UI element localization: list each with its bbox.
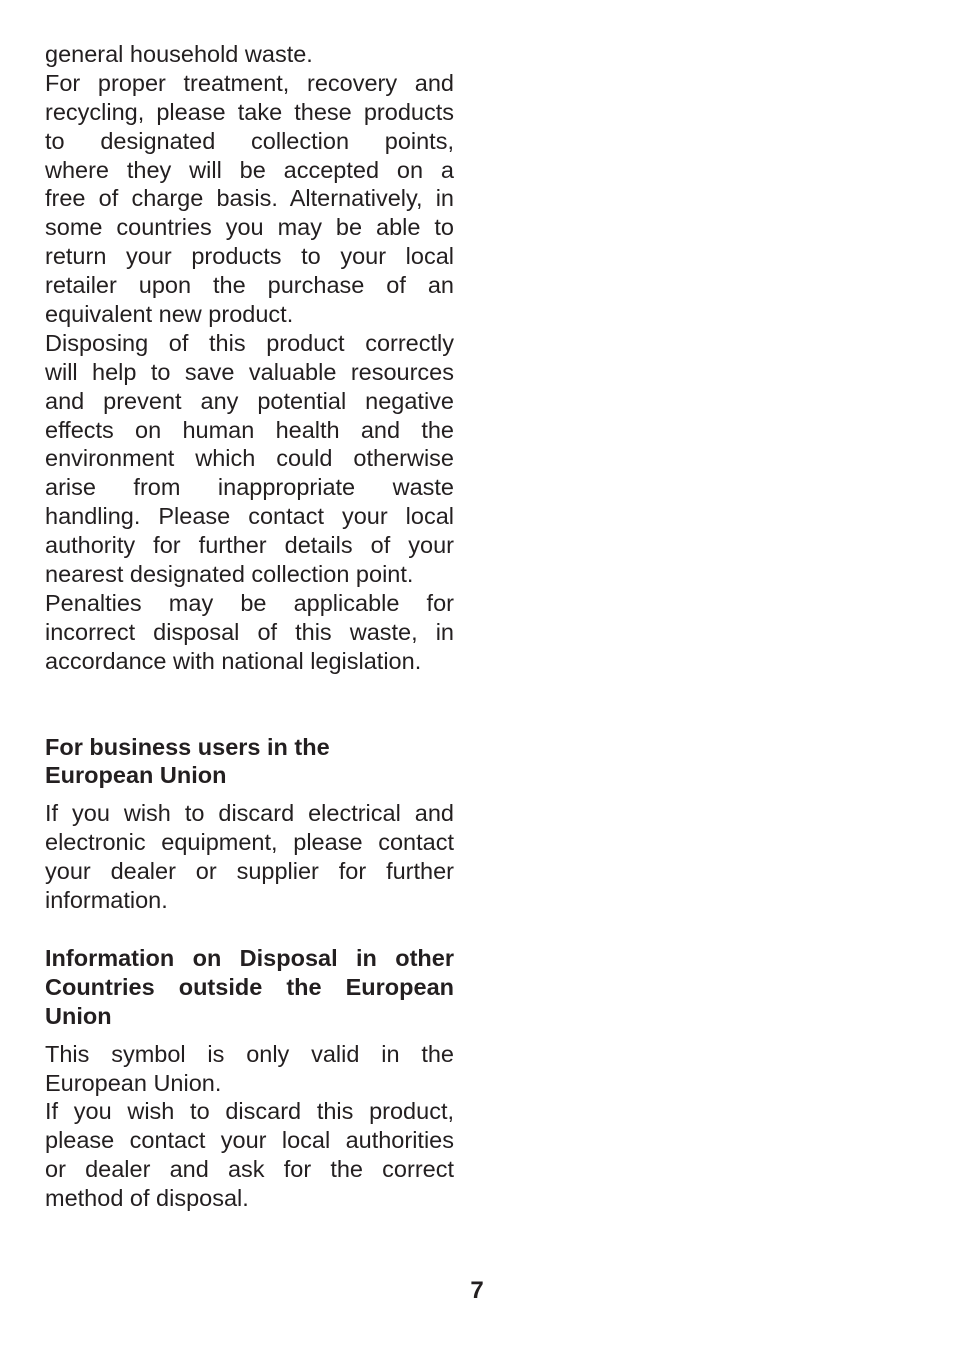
text-line: Disposing of this product correctly bbox=[45, 329, 454, 356]
intro-paragraph-1 bbox=[45, 40, 454, 69]
text-line: For proper treatment, recovery and bbox=[45, 69, 454, 96]
text-line: information. bbox=[45, 887, 168, 914]
heading-spacer bbox=[45, 1031, 454, 1040]
heading-line: Countries outside the European bbox=[45, 973, 454, 1000]
business-section-heading bbox=[45, 733, 454, 791]
text-line: retailer upon the purchase of an bbox=[45, 272, 454, 299]
text-line: equivalent new product. bbox=[45, 301, 294, 328]
intro-paragraph-2 bbox=[45, 69, 454, 329]
heading-line: Information on Disposal in other bbox=[45, 944, 454, 971]
text-line: handling. Please contact your local bbox=[45, 503, 454, 530]
text-column bbox=[45, 40, 454, 1213]
heading-line: European Union bbox=[45, 762, 227, 789]
business-section-body bbox=[45, 799, 454, 915]
text-line: free of charge basis. Alternatively, in bbox=[45, 185, 454, 212]
text-line: authority for further details of your bbox=[45, 532, 454, 559]
text-line: accordance with national legislation. bbox=[45, 647, 422, 674]
section-spacer bbox=[45, 676, 454, 733]
text-line: European Union. bbox=[45, 1069, 222, 1096]
text-line: method of disposal. bbox=[45, 1185, 249, 1212]
heading-line: For business users in the bbox=[45, 733, 330, 760]
text-line: incorrect disposal of this waste, in bbox=[45, 618, 454, 645]
other-countries-paragraph-2 bbox=[45, 1097, 454, 1213]
text-line: If you wish to discard electrical and bbox=[45, 800, 454, 827]
intro-paragraph-3 bbox=[45, 329, 454, 676]
text-line: to designated collection points, bbox=[45, 127, 454, 154]
text-line: If you wish to discard this product, bbox=[45, 1098, 454, 1125]
text-line: please contact your local authorities bbox=[45, 1127, 454, 1154]
text-line: Penalties may be applicable for bbox=[45, 589, 454, 616]
other-countries-paragraph-1 bbox=[45, 1040, 454, 1098]
text-line: nearest designated collection point. bbox=[45, 561, 414, 588]
text-line: electronic equipment, please contact bbox=[45, 829, 454, 856]
text-line: environment which could otherwise bbox=[45, 445, 454, 472]
text-line: and prevent any potential negative bbox=[45, 387, 454, 414]
heading-spacer bbox=[45, 790, 454, 799]
text-line: recycling, please take these products bbox=[45, 98, 454, 125]
text-line: return your products to your local bbox=[45, 243, 454, 270]
text-line: arise from inappropriate waste bbox=[45, 474, 454, 501]
section-spacer bbox=[45, 915, 454, 944]
page-number: 7 bbox=[470, 1277, 484, 1304]
text-line: or dealer and ask for the correct bbox=[45, 1156, 454, 1183]
other-countries-heading bbox=[45, 944, 454, 1031]
text-line: effects on human health and the bbox=[45, 416, 454, 443]
text-line: some countries you may be able to bbox=[45, 214, 454, 241]
text-line: will help to save valuable resources bbox=[45, 358, 454, 385]
heading-line: Union bbox=[45, 1002, 112, 1029]
text-line: This symbol is only valid in the bbox=[45, 1040, 454, 1067]
text-line: your dealer or supplier for further bbox=[45, 858, 454, 885]
text-line: general household waste. bbox=[45, 41, 313, 67]
text-line: where they will be accepted on a bbox=[45, 156, 454, 183]
